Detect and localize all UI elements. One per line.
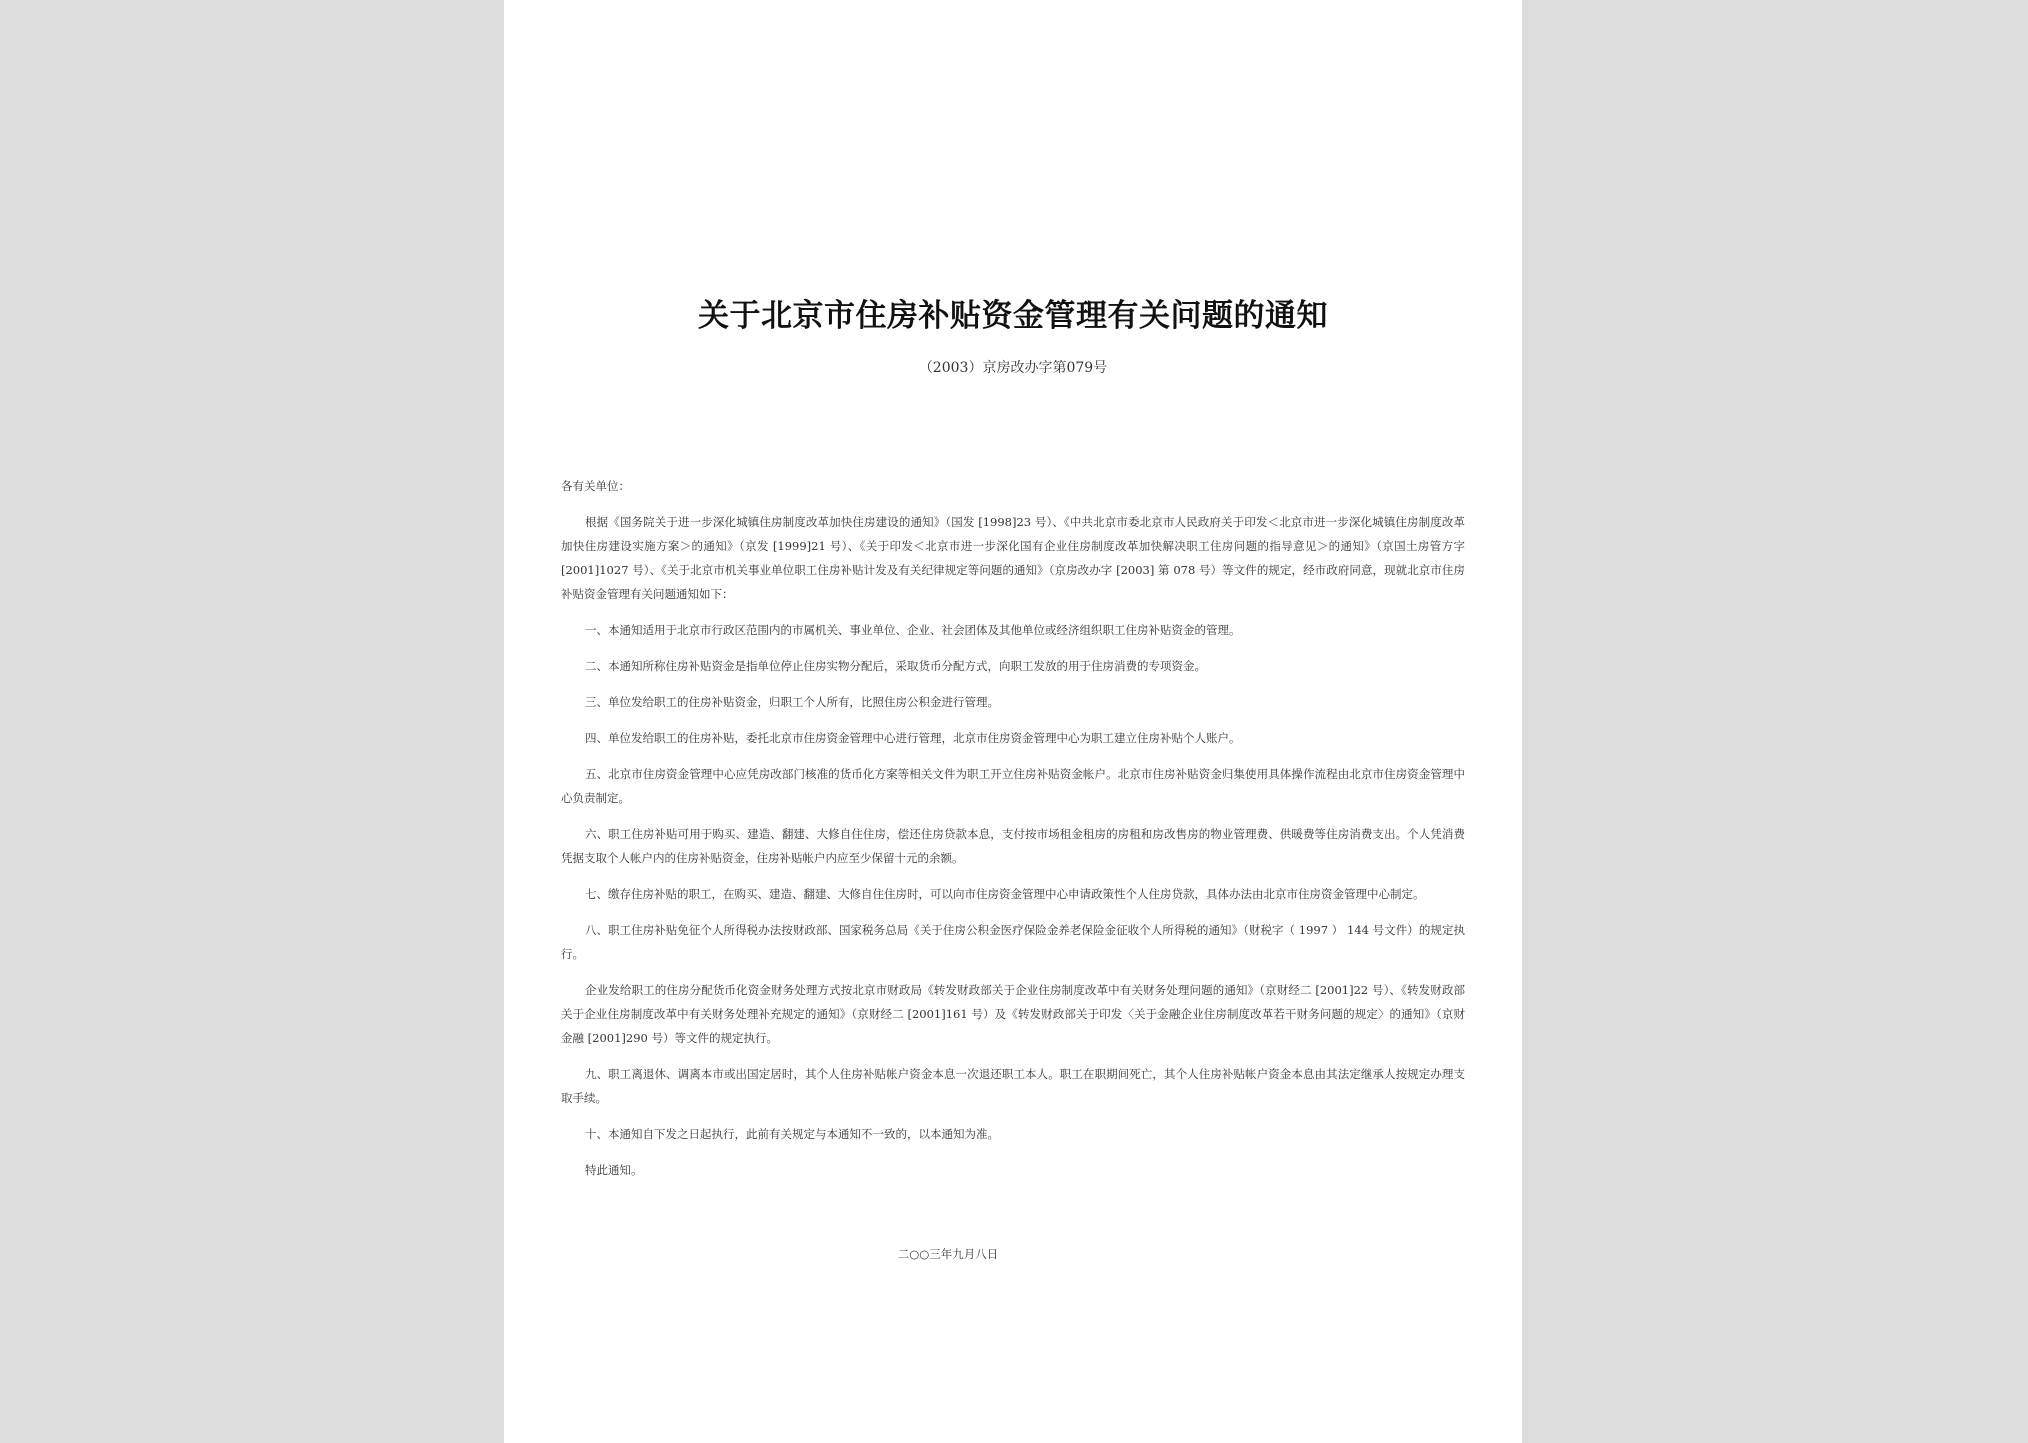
paragraph-clause-9: 九、职工离退休、调离本市或出国定居时，其个人住房补贴帐户资金本息一次退还职工本人。职工在职期间死亡，其个人住房补贴帐户资金本息由其法定继承人按规定办理支取手续。 — [561, 1067, 1465, 1105]
paragraph-clause-10: 十、本通知自下发之日起执行，此前有关规定与本通知不一致的，以本通知为准。 — [585, 1127, 999, 1141]
paragraph-clause-8-supplement: 企业发给职工的住房分配货币化资金财务处理方式按北京市财政局《转发财政部关于企业住房制度改革中有关财务处理问题的通知》（京财经二 [2001]22 号）、《转发财政部关于企业住房制度改革中有关财务处理补充规定的通知》（京财经二 [2001]161 号）及《转发财政部关于印发〈关于金融企业住房制度改革若干财务问题的规定〉的通知》（京财金融 [2001]290 号）等文件的规定执行。 — [561, 983, 1465, 1045]
paragraph-clause-1: 一、本通知适用于北京市行政区范围内的市属机关、事业单位、企业、社会团体及其他单位或经济组织职工住房补贴资金的管理。 — [585, 623, 1241, 637]
paragraph-clause-8: 八、职工住房补贴免征个人所得税办法按财政部、国家税务总局《关于住房公积金医疗保险金养老保险金征收个人所得税的通知》（财税字（ 1997 ） 144 号文件）的规定执行。 — [561, 923, 1465, 961]
paragraph-preamble: 根据《国务院关于进一步深化城镇住房制度改革加快住房建设的通知》（国发 [1998]23 号）、《中共北京市委北京市人民政府关于印发＜北京市进一步深化城镇住房制度改革加快住房建设实施方案＞的通知》（京发 [1999]21 号）、《关于印发＜北京市进一步深化国有企业住房制度改革加快解决职工住房问题的指导意见＞的通知》（京国土房管方字 [2001]1027 号）、《关于北京市机关事业单位职工住房补贴计发及有关纪律规定等问题的通知》（京房改办字 [2003] 第 078 号）等文件的规定，经市政府同意，现就北京市住房补贴资金管理有关问题通知如下： — [561, 515, 1465, 601]
document-page — [504, 0, 1522, 1443]
paragraph-clause-3: 三、单位发给职工的住房补贴资金，归职工个人所有，比照住房公积金进行管理。 — [585, 695, 999, 709]
paragraph-clause-6: 六、职工住房补贴可用于购买、建造、翻建、大修自住住房，偿还住房贷款本息，支付按市场租金租房的房租和房改售房的物业管理费、供暖费等住房消费支出。个人凭消费凭据支取个人帐户内的住房补贴资金，住房补贴帐户内应至少保留十元的余额。 — [561, 827, 1465, 865]
paragraph-clause-4: 四、单位发给职工的住房补贴，委托北京市住房资金管理中心进行管理，北京市住房资金管理中心为职工建立住房补贴个人账户。 — [585, 731, 1241, 745]
document-title: 关于北京市住房补贴资金管理有关问题的通知 — [698, 298, 1328, 334]
paragraph-clause-2: 二、本通知所称住房补贴资金是指单位停止住房实物分配后，采取货币分配方式，向职工发放的用于住房消费的专项资金。 — [585, 659, 1206, 673]
paragraph-clause-5: 五、北京市住房资金管理中心应凭房改部门核准的货币化方案等相关文件为职工开立住房补贴资金帐户。北京市住房补贴资金归集使用具体操作流程由北京市住房资金管理中心负责制定。 — [561, 767, 1465, 805]
paragraph-clause-7: 七、缴存住房补贴的职工，在购买、建造、翻建、大修自住住房时，可以向市住房资金管理中心申请政策性个人住房贷款，具体办法由北京市住房资金管理中心制定。 — [585, 887, 1425, 901]
document-body — [561, 474, 1465, 1194]
signoff: 特此通知。 — [585, 1163, 643, 1177]
document-number: （2003）京房改办字第079号 — [918, 360, 1108, 376]
salutation: 各有关单位： — [561, 479, 630, 493]
document-date: 二○○三年九月八日 — [897, 1247, 999, 1261]
